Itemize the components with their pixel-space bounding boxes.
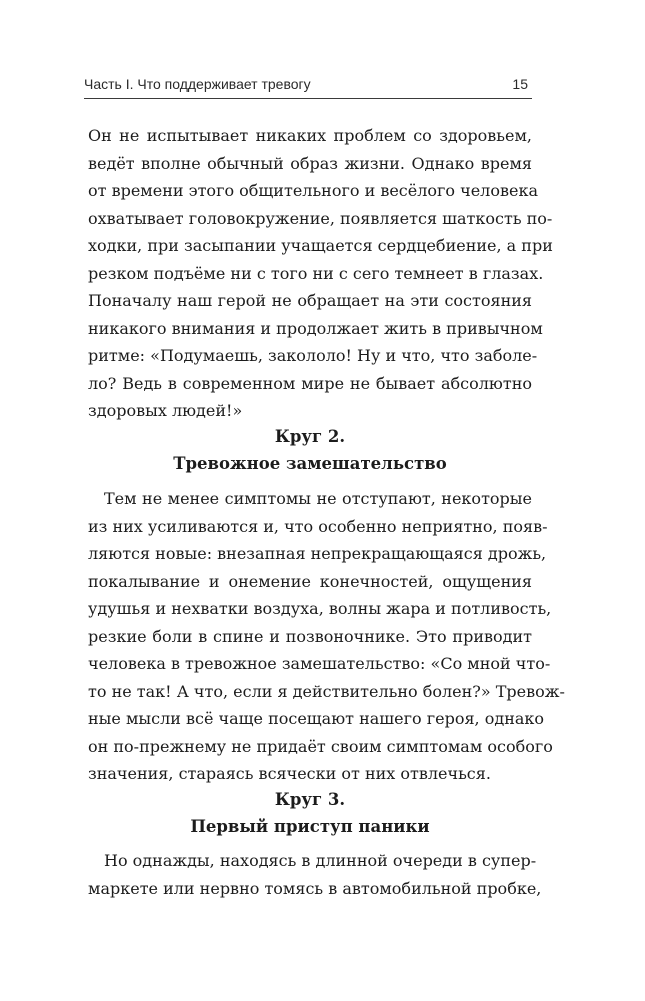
- text-line: ходки, при засыпании учащается сердцебиение, а при: [88, 236, 553, 255]
- text-line: резкие боли в спине и позвоночнике. Это приводит: [88, 626, 532, 646]
- text-line: то не так! А что, если я действительно болен?» Тревож-: [88, 681, 565, 701]
- text-line: охватывает головокружение, появляется шаткость по-: [88, 208, 553, 228]
- text-line: маркете или нервно томясь в автомобильной пробке,: [88, 878, 542, 898]
- running-head: [84, 74, 532, 99]
- text-line: из них усиливаются и, что особенно неприятно, появ-: [88, 516, 548, 536]
- text-line: здоровых людей!»: [88, 401, 243, 420]
- text-line: Но однажды, находясь в длинной очереди в супер-: [104, 851, 537, 870]
- section-heading-circle-2: [88, 423, 532, 477]
- page-number: 15: [512, 76, 528, 92]
- text-line: Поначалу наш герой не обращает на эти состояния: [88, 291, 532, 310]
- text-line: резком подъёме ни с того ни с сего темнеет в глазах.: [88, 263, 544, 283]
- text-line: покалывание и онемение конечностей, ощущения: [88, 571, 532, 591]
- text-line: ведёт вполне обычный образ жизни. Однако время: [88, 153, 532, 173]
- text-line: Тем не менее симптомы не отступают, некоторые: [104, 489, 532, 508]
- text-line: человека в тревожное замешательство: «Со мной что-: [88, 654, 551, 673]
- text-line: он по-прежнему не придаёт своим симптомам особого: [88, 736, 553, 756]
- text-line: никакого внимания и продолжает жить в привычном: [88, 318, 543, 338]
- text-line: ляются новые: внезапная непрекращающаяся дрожь,: [88, 544, 547, 563]
- text-line: значения, стараясь всячески от них отвлечься.: [88, 764, 491, 783]
- paragraph-1: [88, 122, 553, 425]
- text-line: ные мысли всё чаще посещают нашего героя, однако: [88, 709, 545, 728]
- heading-number: Круг 2.: [274, 427, 346, 446]
- text-line: ритме: «Подумаешь, закололо! Ну и что, что заболе-: [88, 346, 538, 365]
- text-line: удушья и нехватки воздуха, волны жара и потливость,: [88, 599, 552, 618]
- paragraph-3: [88, 847, 542, 902]
- heading-number: Круг 3.: [274, 790, 346, 809]
- section-heading-circle-3: [88, 786, 532, 840]
- text-line: ло? Ведь в современном мире не бывает абсолютно: [88, 373, 532, 393]
- heading-title: Первый приступ паники: [190, 817, 430, 836]
- paragraph-2: [88, 485, 565, 788]
- text-line: от времени этого общительного и весёлого человека: [88, 181, 538, 200]
- text-line: Он не испытывает никаких проблем со здоровьем,: [88, 126, 532, 145]
- section-title: Часть I. Что поддерживает тревогу: [84, 76, 311, 92]
- heading-title: Тревожное замешательство: [173, 454, 447, 473]
